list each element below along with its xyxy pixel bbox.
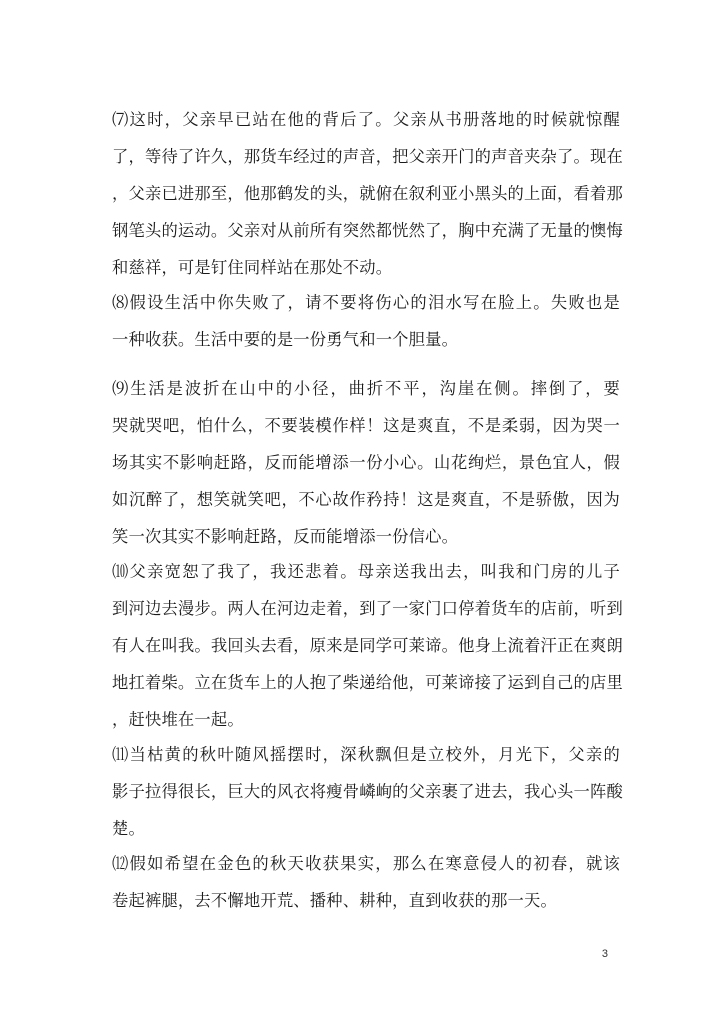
- text-line: 如沉醉了，想笑就笑吧，不心故作矜持！这是爽直，不是骄傲，因为: [112, 490, 620, 509]
- text-line: ⑻假设生活中你失败了，请不要将伤心的泪水写在脸上。失败也是: [112, 293, 620, 312]
- page-number: 3: [601, 948, 608, 960]
- text-line: 笑一次其实不影响赶路，反而能增添一份信心。: [112, 527, 459, 546]
- text-line: 钢笔头的运动。父亲对从前所有突然都恍然了，胸中充满了无量的懊悔: [112, 221, 623, 240]
- text-line: 哭就哭吧，怕什么，不要装模作样！这是爽直，不是柔弱，因为哭一: [112, 416, 620, 435]
- paragraph-12: [112, 845, 620, 919]
- text-line: 一种收获。生活中要的是一份勇气和一个胆量。: [112, 330, 459, 349]
- text-line: 场其实不影响赶路，反而能增添一份小心。山花绚烂，景色宜人，假: [112, 453, 620, 472]
- text-line: ⑽父亲宽恕了我了，我还悲着。母亲送我出去，叫我和门房的儿子: [112, 562, 620, 581]
- paragraph-10: [112, 553, 623, 738]
- text-line: 卷起裤腿，去不懈地开荒、播种、耕种，直到收获的那一天。: [112, 891, 557, 910]
- text-line: 有人在叫我。我回头去看，原来是同学可莱谛。他身上流着汗正在爽朗: [112, 636, 623, 655]
- paragraph-7: [112, 101, 623, 286]
- text-line: ，赶快堆在一起。: [112, 710, 244, 729]
- text-line: 和慈祥，可是钉住同样站在那处不动。: [112, 258, 393, 277]
- paragraph-9: [112, 370, 620, 555]
- text-line: 了，等待了许久，那货车经过的声音，把父亲开门的声音夹杂了。现在: [112, 147, 623, 166]
- text-line: ⑼生活是波折在山中的小径，曲折不平，沟崖在侧。摔倒了，要: [112, 379, 620, 398]
- paragraph-11: [112, 736, 623, 847]
- paragraph-8: [112, 284, 620, 358]
- text-line: ⑺这时，父亲早已站在他的背后了。父亲从书册落地的时候就惊醒: [112, 110, 620, 129]
- text-line: 地扛着柴。立在货车上的人抱了柴递给他，可莱谛接了运到自己的店里: [112, 673, 623, 692]
- text-line: 影子拉得很长，巨大的风衣将瘦骨嶙峋的父亲裹了进去，我心头一阵酸: [112, 782, 623, 801]
- text-line: ⑿假如希望在金色的秋天收获果实，那么在寒意侵人的初春，就该: [112, 854, 620, 873]
- text-line: 楚。: [112, 819, 145, 838]
- text-line: 到河边去漫步。两人在河边走着，到了一家门口停着货车的店前，听到: [112, 599, 623, 618]
- text-line: ，父亲已进那至，他那鹤发的头，就俯在叙利亚小黑头的上面，看着那: [112, 184, 623, 203]
- text-line: ⑾当枯黄的秋叶随风摇摆时，深秋飘但是立校外，月光下，父亲的: [112, 745, 620, 764]
